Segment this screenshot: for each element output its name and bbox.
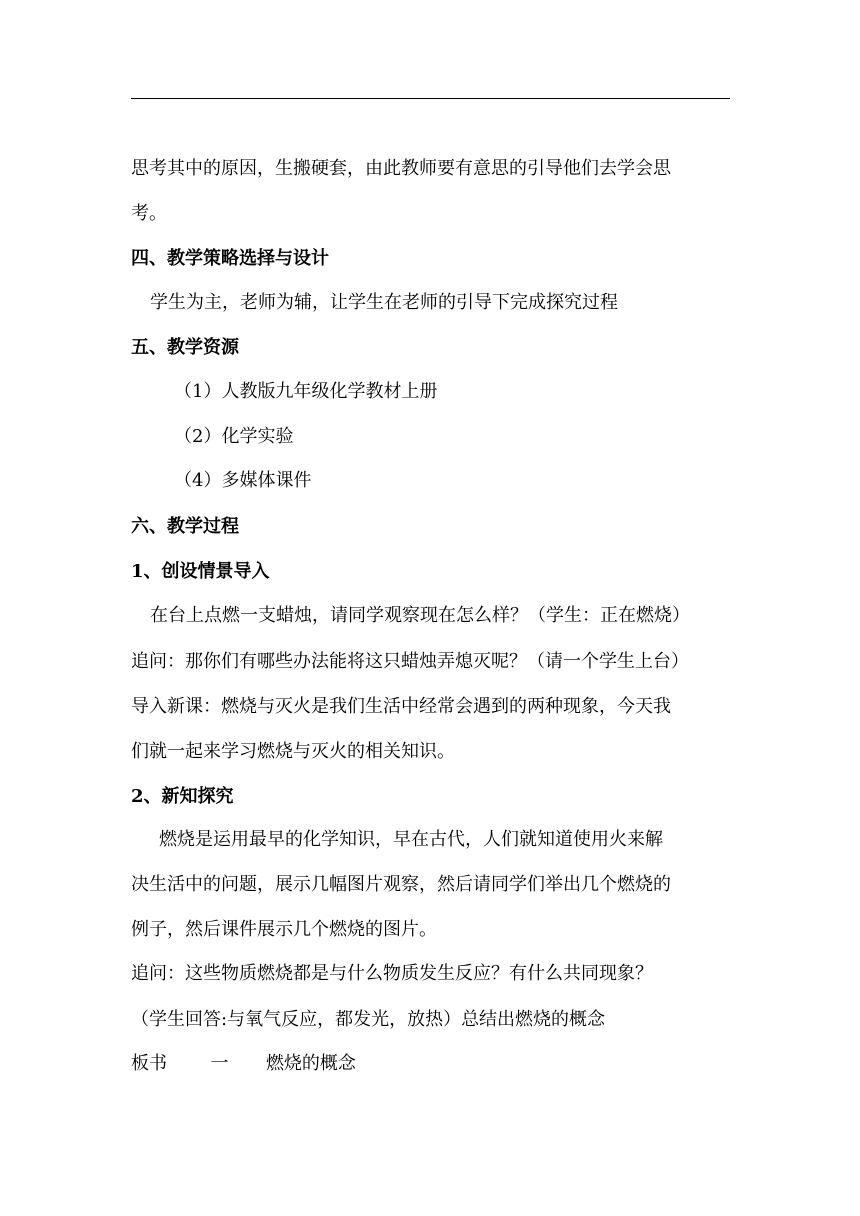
board-number: 一	[210, 1053, 229, 1074]
body-text-line: 们就一起来学习燃烧与灭火的相关知识。	[131, 741, 455, 762]
body-text-line: （学生回答:与氧气反应，都发光，放热）总结出燃烧的概念	[131, 1009, 606, 1030]
board-title: 燃烧的概念	[265, 1053, 356, 1074]
body-text-line: 追问：这些物质燃烧都是与什么物质发生反应？有什么共同现象？	[131, 963, 653, 984]
body-text-line: 导入新课：燃烧与灭火是我们生活中经常会遇到的两种现象，今天我	[131, 696, 671, 717]
body-text-line: 追问：那你们有哪些办法能将这只蜡烛弄熄灭呢？（请一个学生上台）	[131, 651, 689, 672]
board-label: 板书	[131, 1053, 167, 1074]
body-text-line: 思考其中的原因，生搬硬套，由此教师要有意思的引导他们去学会思	[131, 158, 671, 179]
subsection-heading-intro: 1、创设情景导入	[131, 561, 270, 582]
section-heading-process: 六、教学过程	[131, 516, 239, 537]
body-text-line: 考。	[131, 203, 167, 224]
subsection-heading-explore: 2、新知探究	[131, 786, 234, 807]
section-heading-resources: 五、教学资源	[131, 337, 239, 358]
board-note	[131, 1052, 731, 1076]
section-heading-strategy: 四、教学策略选择与设计	[131, 248, 329, 269]
body-text-line: 燃烧是运用最早的化学知识，早在古代，人们就知道使用火来解	[159, 829, 663, 850]
body-text-line: 学生为主，老师为辅，让学生在老师的引导下完成探究过程	[150, 292, 618, 313]
resource-item: （2）化学实验	[174, 426, 294, 447]
body-text-line: 决生活中的问题，展示几幅图片观察，然后请同学们举出几个燃烧的	[131, 874, 671, 895]
resource-item: （1）人教版九年级化学教材上册	[174, 381, 438, 402]
resource-item: （4）多媒体课件	[174, 470, 312, 491]
body-text-line: 在台上点燃一支蜡烛，请同学观察现在怎么样？（学生：正在燃烧）	[150, 605, 690, 626]
header-rule	[131, 98, 730, 99]
body-text-line: 例子，然后课件展示几个燃烧的图片。	[131, 919, 437, 940]
